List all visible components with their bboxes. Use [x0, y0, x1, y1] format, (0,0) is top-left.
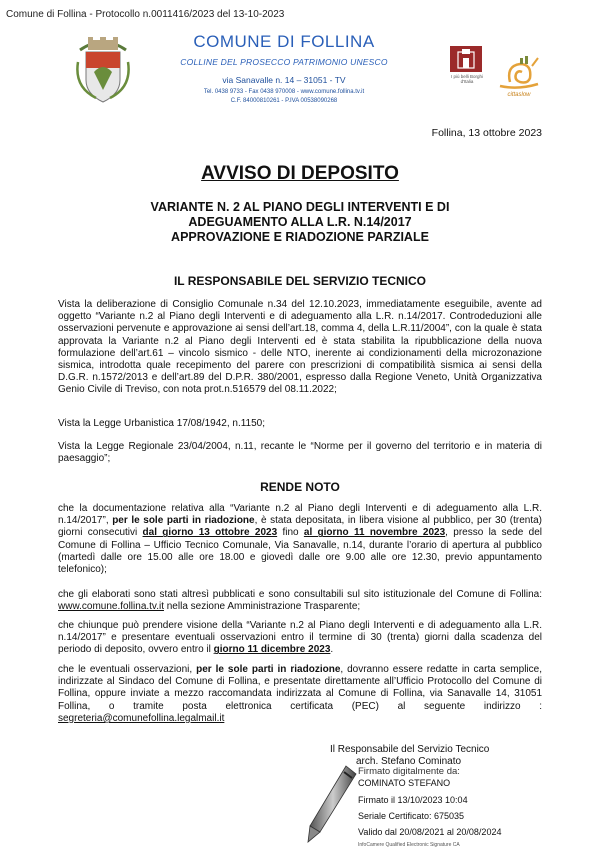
pec-email-link[interactable]: segreteria@comunefollina.legalmail.it	[58, 712, 225, 724]
digital-signature-serial: Seriale Certificato: 675035	[358, 811, 465, 821]
start-date: dal giorno 13 ottobre 2023	[142, 527, 278, 539]
digital-signature-header: Firmato digitalmente da:	[358, 766, 460, 777]
digital-signature-date: Firmato il 13/10/2023 10:04	[358, 795, 468, 805]
text: che la documentazione relativa alla “Variante n.2 al Piano degli Interventi e di adeguamento alla L.R. n.14/2017”,	[58, 503, 542, 527]
signature-name: arch. Stefano Cominato	[356, 756, 462, 767]
text: che le eventuali osservazioni,	[58, 664, 197, 675]
text: fino	[277, 527, 304, 539]
comune-address: via Sanavalle n. 14 – 31051 - TV	[222, 75, 346, 85]
emphasis-text: per le sole parti in riadozione	[196, 664, 341, 675]
paragraph-osservazioni	[58, 620, 542, 657]
digital-signature-issuer: InfoCamere Qualified Electronic Signature CA	[358, 842, 460, 848]
subtitle-line: VARIANTE N. 2 AL PIANO DEGLI INTERVENTI E DI	[150, 200, 450, 214]
municipal-crest-icon	[74, 32, 132, 106]
text: , dovranno essere redatte in carta semplice, indirizzate al Sindaco del Comune di Follina, e presentate direttamente all’Ufficio Protocollo del Comune di Follina, oppure inviate a mezzo raccomandata indirizzata al Comune di Follina, via Sanavalle 14, 31051 Follina, o tramite posta elettronica certificata (PEC) al seguente indirizzo :	[58, 664, 542, 712]
text: , presso la sede del Comune di Follina – Ufficio Tecnico Comunale, Via Sanavalle, n.14, durante l’orario di apertura al pubblico (martedì dalle ore 15.00 alle ore 18.00 e giovedì dalle ore 9.00 alle ore 12.30, previo appuntamento telefonico);	[58, 527, 543, 576]
digital-signature-validity: Valido dal 20/08/2021 al 20/08/2024	[358, 827, 502, 837]
heading-rende-noto: RENDE NOTO	[260, 480, 340, 494]
text: nella sezione Amministrazione Trasparente;	[163, 601, 361, 613]
deadline-date: giorno 11 dicembre 2023	[213, 644, 331, 656]
pen-icon	[302, 762, 360, 844]
comune-title: COMUNE DI FOLLINA	[193, 32, 375, 51]
end-date: al giorno 11 novembre 2023	[303, 527, 446, 539]
subtitle-line: APPROVAZIONE E RIADOZIONE PARZIALE	[171, 230, 429, 244]
emphasis-text: per le sole parti in riadozione	[112, 515, 255, 527]
borghi-logo-caption: I più belli Borghi d'Italia	[450, 74, 484, 84]
text: che chiunque può prendere visione della “Variante n.2 al Piano degli Interventi e di adeguamento alla L.R. n.14/2017” e presentare eventuali osservazioni entro il termine di 30 (trenta) giorni dalla scadenza del periodo di deposito, ovvero entro il	[58, 620, 542, 656]
protocol-line: Comune di Follina - Protocollo n.0011416/2023 del 13-10-2023	[6, 9, 285, 20]
paragraph-deliberazione: Vista la deliberazione di Consiglio Comunale n.34 del 12.10.2023, immediatamente eseguibile, avente ad oggetto “Variante n.2 al Piano degli Interventi e di adeguamento alla L.R. n.14/2017. Controdeduzioni alle osservazioni pervenute e approvazione ai sensi dell’art.18, comma 4, della L.R.11/2004”, con la quale è stata approvata la Variante n.2 al Piano degli Interventi ed è stata stabilita la ripubblicazione della nuova formulazione dell’art.61 – vincolo sismico - delle NTO, inerente ai condizionamenti della microzonazione sismica, introdotta quale recepimento del parere con prescrizioni di compatibilità sismica ai sensi della D.G.R. n.1572/2013 e dell’art.89 del D.P.R. 380/2001, espresso dalla Regione Veneto, Unità Organizzativa Genio Civile di Treviso, con nota prot.n.516579 del 08.11.2022;	[58, 299, 542, 396]
comune-fiscal-codes: C.F. 84000810261 - P.IVA 00538090268	[230, 98, 338, 104]
comune-contacts: Tel. 0438 9733 - Fax 0438 970008 - www.comune.follina.tv.it	[203, 89, 365, 95]
heading-responsabile: IL RESPONSABILE DEL SERVIZIO TECNICO	[173, 274, 427, 288]
paragraph-modalita	[58, 664, 542, 725]
paragraph-deposito	[58, 503, 542, 576]
website-link[interactable]: www.comune.follina.tv.it	[58, 601, 164, 613]
page-title: AVVISO DI DEPOSITO	[201, 163, 399, 184]
document-date: Follina, 13 ottobre 2023	[431, 127, 542, 139]
signature-role: Il Responsabile del Servizio Tecnico	[330, 744, 490, 755]
text: , è stata depositata, in libera visione al pubblico, per 30 (trenta) giorni consecutivi	[58, 515, 543, 539]
document-subtitle	[90, 200, 510, 245]
borghi-italia-logo-icon	[448, 44, 484, 102]
paragraph-legge-urbanistica: Vista la Legge Urbanistica 17/08/1942, n.1150;	[58, 418, 266, 429]
subtitle-line: ADEGUAMENTO ALLA L.R. N.14/2017	[188, 215, 412, 229]
paragraph-pubblicazione	[58, 589, 542, 613]
text: .	[330, 644, 334, 656]
cittaslow-logo-icon	[492, 52, 544, 92]
digital-signature-signer: COMINATO STEFANO	[358, 778, 451, 788]
comune-subtitle: COLLINE DEL PROSECCO PATRIMONIO UNESCO	[180, 57, 388, 67]
text: che gli elaborati sono stati altresì pubblicati e sono consultabili sul sito istituzionale del Comune di Follina:	[58, 589, 542, 600]
cittaslow-logo-caption: cittaslow	[507, 92, 531, 98]
paragraph-legge-regionale: Vista la Legge Regionale 23/04/2004, n.11, recante le “Norme per il governo del territorio e in materia di paesaggio”;	[58, 441, 542, 465]
